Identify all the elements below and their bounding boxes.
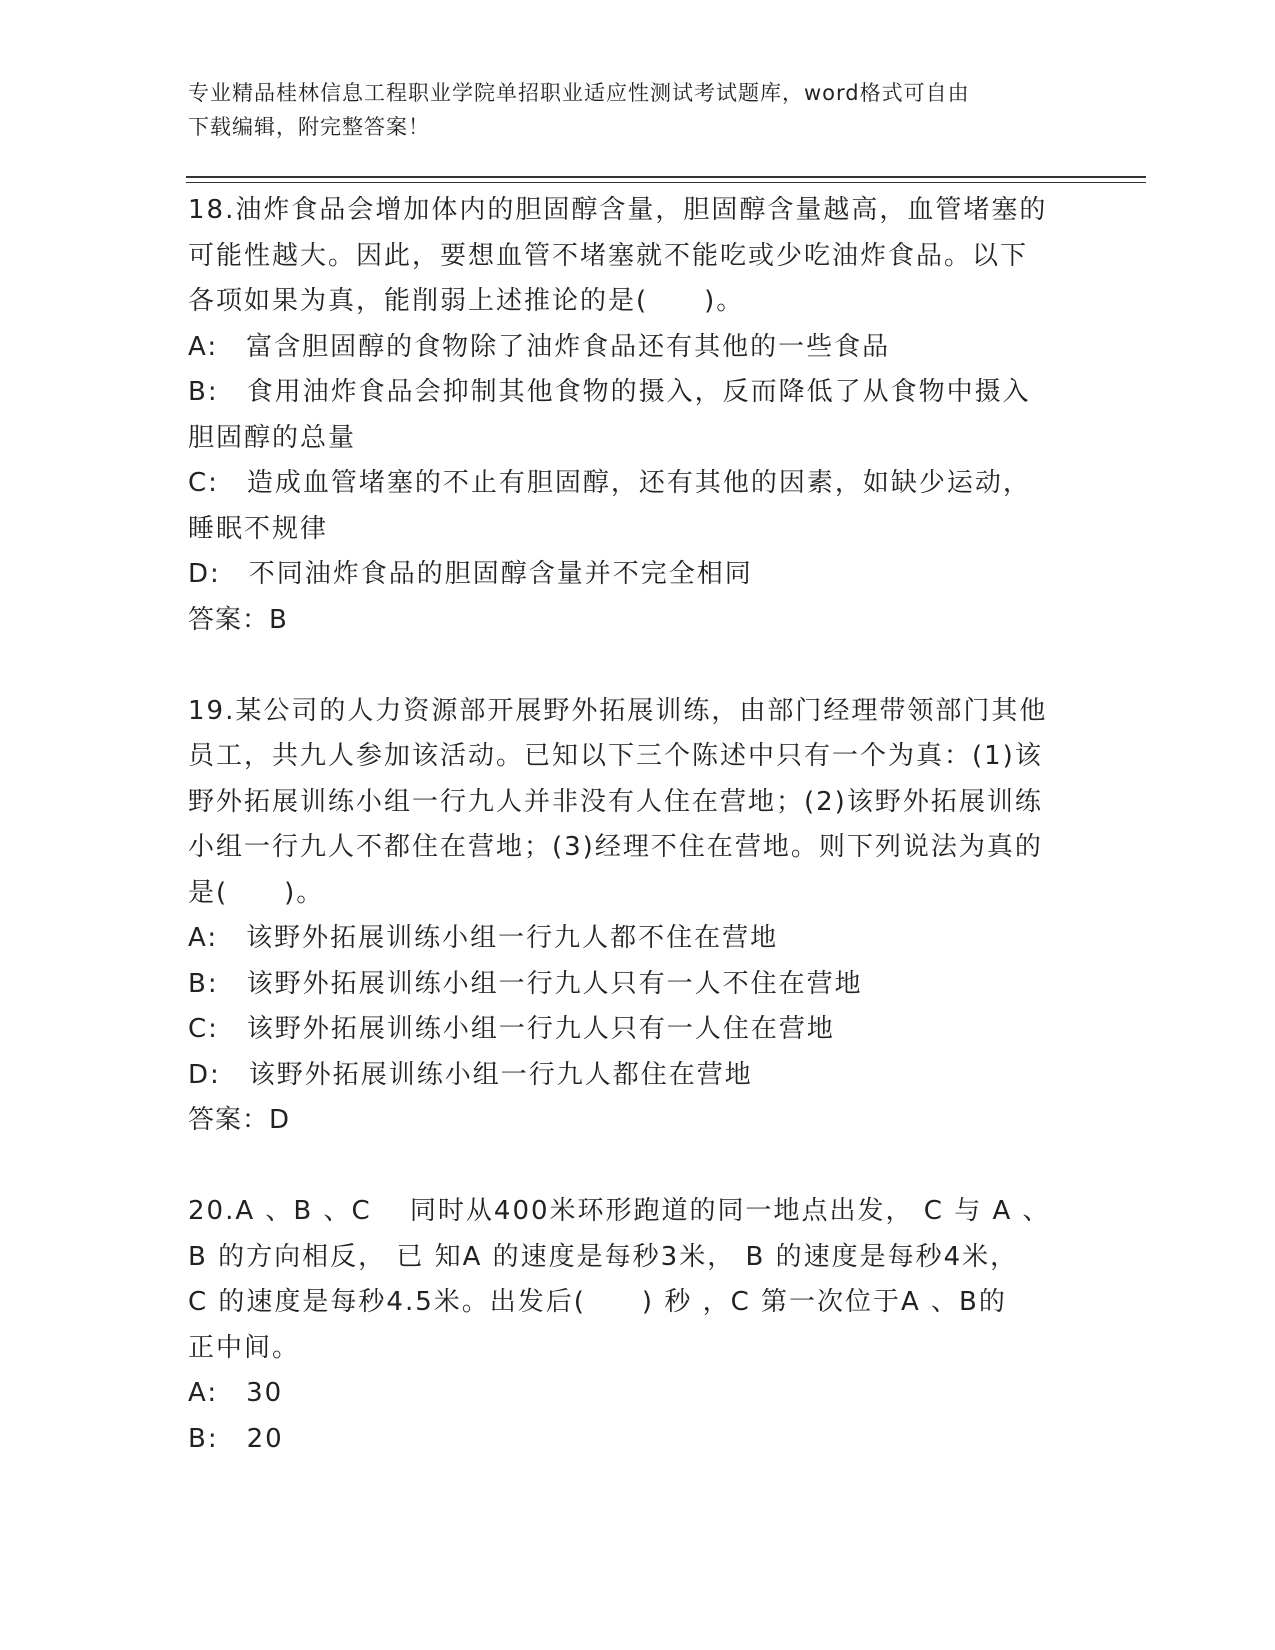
option-a: A: 该野外拓展训练小组一行九人都不住在营地 xyxy=(188,923,779,953)
question-list xyxy=(188,188,1088,1462)
option-a: A: 30 xyxy=(188,1378,284,1408)
option-b: B: 食用油炸食品会抑制其他食物的摄入，反而降低了从食物中摄入 xyxy=(188,377,1031,407)
question-gap xyxy=(188,1144,1088,1190)
question-stem-line: 是( )。 xyxy=(188,877,325,908)
option-a: A: 富含胆固醇的食物除了油炸食品还有其他的一些食品 xyxy=(188,331,891,362)
header-line-1: 专业精品桂林信息工程职业学院单招职业适应性测试考试题库，word格式可自由 xyxy=(188,81,970,105)
question-stem-line: 野外拓展训练小组一行九人并非没有人住在营地；(2)该野外拓展训练 xyxy=(188,786,1043,817)
header-line-2: 下载编辑，附完整答案！ xyxy=(188,115,430,139)
option-b: B: 该野外拓展训练小组一行九人只有一人不住在营地 xyxy=(188,968,863,999)
question-stem-line: 各项如果为真，能削弱上述推论的是( )。 xyxy=(188,286,745,316)
option-b-continued: 胆固醇的总量 xyxy=(188,422,357,453)
question-20 xyxy=(188,1189,1088,1462)
header-divider-thick xyxy=(186,176,1146,178)
document-header xyxy=(188,76,1088,144)
question-stem-line: C 的速度是每秒4.5米。出发后( ) 秒 ，C 第一次位于A 、B的 xyxy=(188,1287,1007,1317)
question-stem-line: 小组一行九人不都住在营地；(3)经理不住在营地。则下列说法为真的 xyxy=(188,832,1043,862)
question-19 xyxy=(188,689,1088,1144)
question-stem-line: 正中间。 xyxy=(188,1332,301,1363)
question-stem-line: 20.A 、B 、C 同时从400米环形跑道的同一地点出发， C 与 A 、 xyxy=(188,1196,1051,1226)
option-c: C: 造成血管堵塞的不止有胆固醇，还有其他的因素，如缺少运动， xyxy=(188,468,1031,498)
option-d: D: 不同油炸食品的胆固醇含量并不完全相同 xyxy=(188,559,753,589)
question-stem-line: B 的方向相反， 已 知A 的速度是每秒3米， B 的速度是每秒4米， xyxy=(188,1241,1019,1272)
question-stem-line: 可能性越大。因此，要想血管不堵塞就不能吃或少吃油炸食品。以下 xyxy=(188,240,1029,271)
option-b: B: 20 xyxy=(188,1423,284,1454)
question-stem-line: 19.某公司的人力资源部开展野外拓展训练，由部门经理带领部门其他 xyxy=(188,695,1048,726)
answer-line: 答案：B xyxy=(188,604,288,635)
question-18 xyxy=(188,188,1088,643)
question-stem-line: 18.油炸食品会增加体内的胆固醇含量，胆固醇含量越高，血管堵塞的 xyxy=(188,195,1048,225)
question-stem-line: 员工，共九人参加该活动。已知以下三个陈述中只有一个为真：(1)该 xyxy=(188,741,1043,771)
answer-line: 答案：D xyxy=(188,1105,291,1135)
option-d: D: 该野外拓展训练小组一行九人都住在营地 xyxy=(188,1059,753,1090)
option-c: C: 该野外拓展训练小组一行九人只有一人住在营地 xyxy=(188,1014,835,1044)
header-divider-thin xyxy=(186,182,1146,183)
question-gap xyxy=(188,643,1088,689)
option-c-continued: 睡眠不规律 xyxy=(188,513,329,544)
